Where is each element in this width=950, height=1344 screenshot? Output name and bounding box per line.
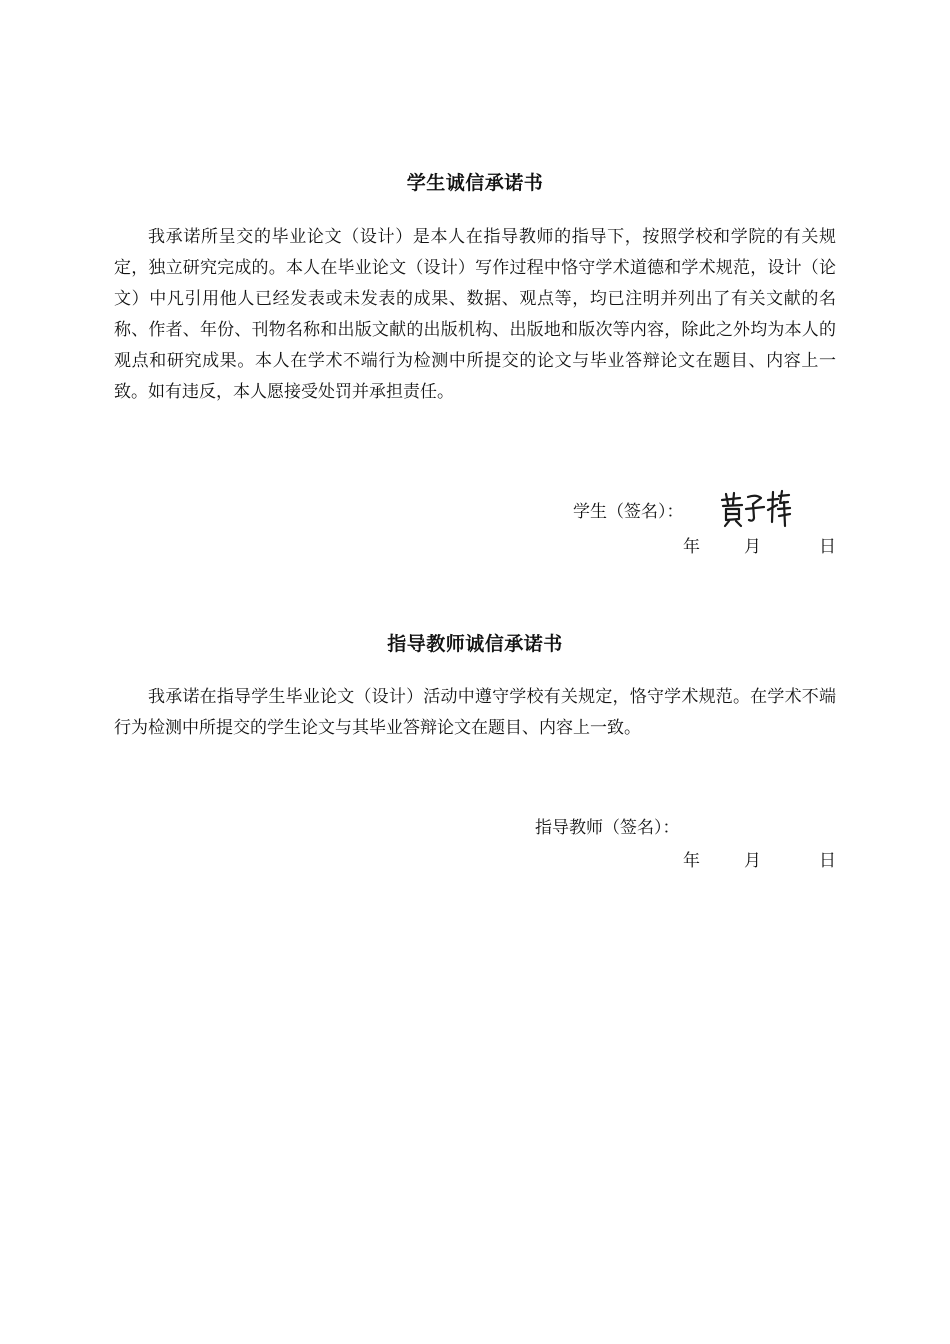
student-date-month: 月 [744,537,761,557]
advisor-date-line [683,846,836,871]
advisor-date-month: 月 [744,851,761,871]
student-pledge-title: 学生诚信承诺书 [406,172,544,194]
student-date-year: 年 [683,537,700,557]
student-pledge-body: 我承诺所呈交的毕业论文（设计）是本人在指导教师的指导下，按照学校和学院的有关规定，独立研究完成的。本人在毕业论文（设计）写作过程中恪守学术道德和学术规范，设计（论文）中凡引用他人已经发表或未发表的成果、数据、观点等，均已注明并列出了有关文献的名称、作者、年份、刊物名称和出版文献的出版机构、出版地和版次等内容，除此之外均为本人的观点和研究成果。本人在学术不端行为检测中所提交的论文与毕业答辩论文在题目、内容上一致。如有违反，本人愿接受处罚并承担责任。 [114,227,836,402]
advisor-pledge-title: 指导教师诚信承诺书 [387,633,563,655]
advisor-pledge-body: 我承诺在指导学生毕业论文（设计）活动中遵守学校有关规定，恪守学术规范。在学术不端行为检测中所提交的学生论文与其毕业答辩论文在题目、内容上一致。 [114,687,836,738]
advisor-signature-label: 指导教师（签名）： [535,818,680,838]
advisor-date-year: 年 [683,851,700,871]
student-date-line [683,532,836,557]
student-handwritten-signature [718,488,792,528]
student-date-day: 日 [819,537,836,557]
student-signature-label: 学生（签名）： [573,502,684,522]
advisor-date-day: 日 [819,851,836,871]
